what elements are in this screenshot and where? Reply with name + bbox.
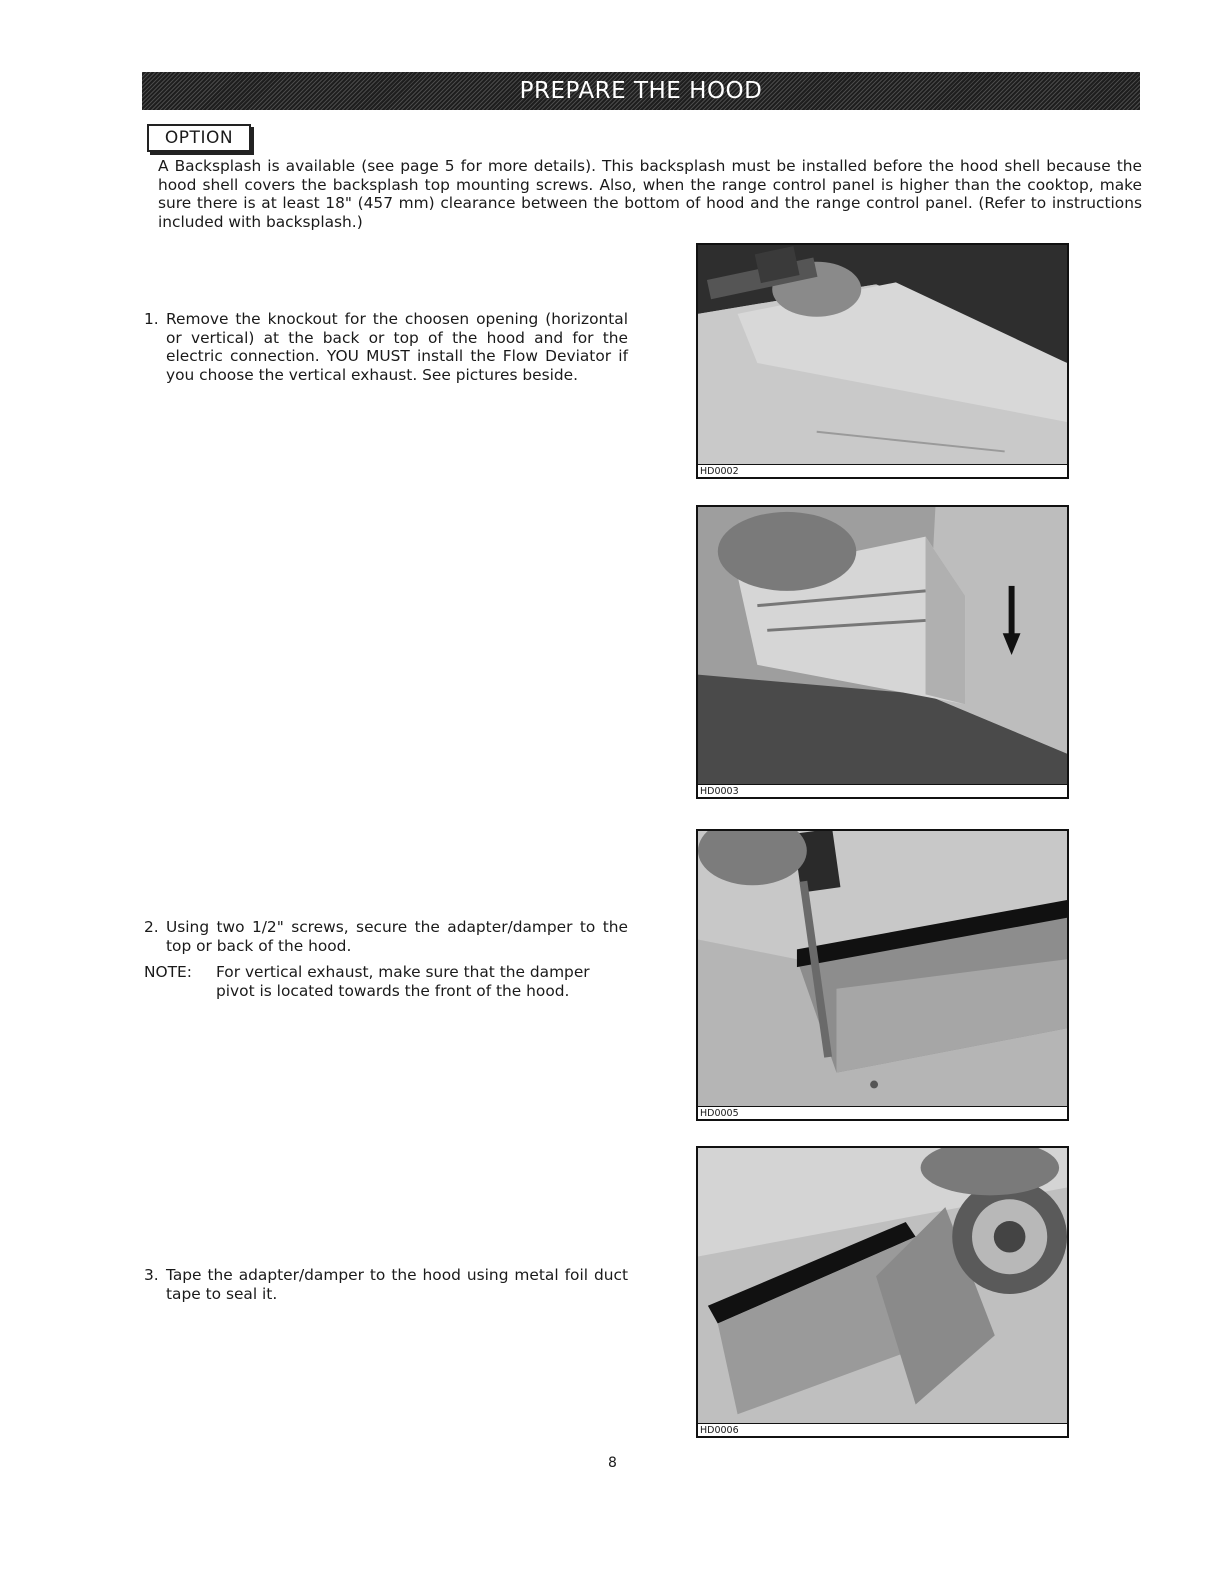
step-3-number: 3. (144, 1266, 159, 1284)
photo-hammer-knockout (696, 243, 1069, 479)
option-box (147, 124, 251, 152)
step-1 (144, 310, 628, 384)
photo-caption: HD0002 (698, 464, 1067, 477)
flow-deviator-illustration (698, 507, 1067, 797)
screwdriver-damper-illustration (698, 831, 1067, 1119)
step-2-text: Using two 1/2" screws, secure the adapter/damper to the top or back of the hood. (166, 918, 628, 955)
step-3-text: Tape the adapter/damper to the hood using metal foil duct tape to seal it. (166, 1266, 628, 1303)
intro-paragraph: A Backsplash is available (see page 5 for more details). This backsplash must be installed before the hood shell because the hood shell covers the backsplash top mounting screws. Also, when the range control panel is higher than the cooktop, make sure there is at least 18" (457 mm) clearance between the bottom of hood and the range control panel. (Refer to instructions included with backsplash.) (158, 157, 1142, 231)
note (144, 963, 628, 1000)
photo-caption: HD0003 (698, 784, 1067, 797)
option-label: OPTION (164, 128, 234, 148)
note-text: For vertical exhaust, make sure that the damper pivot is located towards the front of the hood. (216, 963, 590, 1000)
step-1-number: 1. (144, 310, 159, 328)
step-2-number: 2. (144, 918, 159, 936)
photo-foil-tape (696, 1146, 1069, 1438)
hammer-knockout-illustration (698, 245, 1067, 477)
step-2 (144, 918, 628, 955)
step-1-text: Remove the knockout for the choosen opening (horizontal or vertical) at the back or top of the hood and for the electric connection. YOU MUST install the Flow Deviator if you choose the vertical exhaust. See pictures beside. (166, 310, 628, 384)
section-banner (142, 72, 1140, 110)
foil-tape-illustration (698, 1148, 1067, 1436)
note-label: NOTE: (144, 963, 192, 981)
page-number: 8 (608, 1455, 617, 1471)
page-title: PREPARE THE HOOD (519, 78, 763, 104)
photo-caption: HD0006 (698, 1423, 1067, 1436)
step-3 (144, 1266, 628, 1303)
photo-caption: HD0005 (698, 1106, 1067, 1119)
photo-screwdriver-damper (696, 829, 1069, 1121)
photo-flow-deviator (696, 505, 1069, 799)
